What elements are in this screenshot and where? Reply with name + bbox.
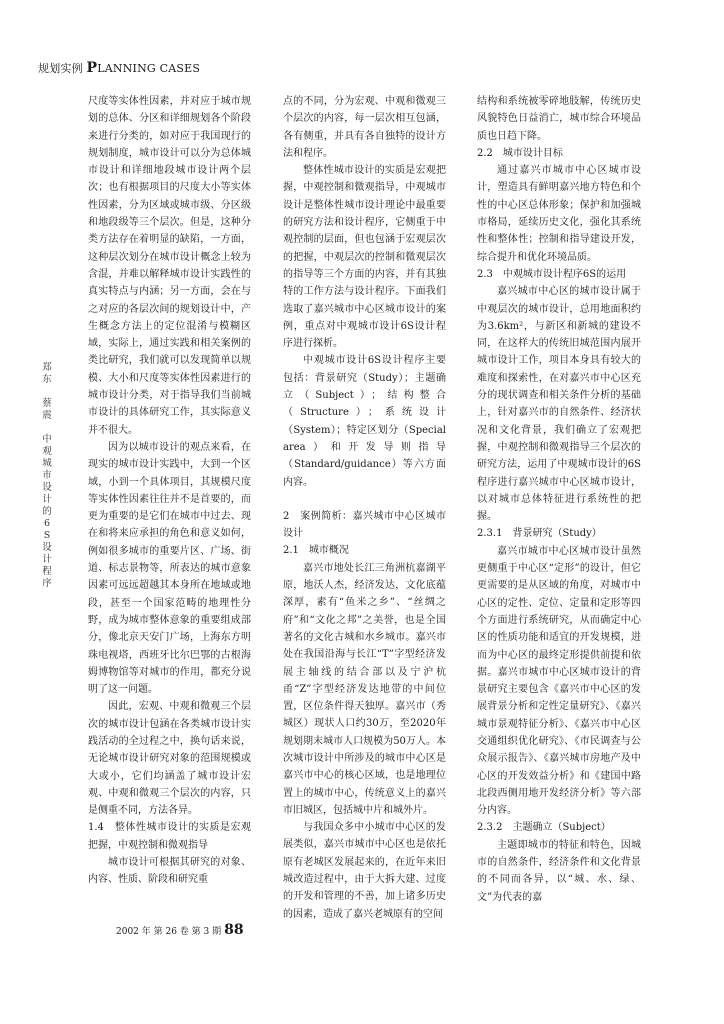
side-title-char: 计 xyxy=(42,494,52,505)
header-prefix: 规划实例 xyxy=(38,62,87,75)
side-title xyxy=(40,362,54,590)
paragraph: 嘉兴市地处长江三角洲杭嘉湖平原，地沃人杰，经济发达，文化底蕴深厚，素有“鱼米之乡”、“丝绸之府”和“文化之邦”之美誉，也是全国著名的文化古城和水乡城市。嘉兴市处在我国沿海与长江“T”字型经济发展主轴线的结合部以及宁沪杭甬“Z”字型经济发达地带的中间位置，区位条件得天独厚。嘉兴市（秀城区）现状人口约30万，至2020年规划期末城市人口规模为50万人。本次城市设计中所涉及的城市中心区是嘉兴市中心的核心区域，也是地理位置上的城市中心，传统意义上的嘉兴市旧城区，包括城中片和城外片。 xyxy=(283,562,446,816)
paragraph: 结构和系统被零碎地肢解，传统历史风貌特色日益消亡，城市综合环境品质也日趋下降。 xyxy=(477,96,641,142)
side-title-char: 东 xyxy=(42,374,52,385)
page-footer xyxy=(116,922,244,938)
text-column-1 xyxy=(88,93,251,889)
text-column-2 xyxy=(283,93,446,923)
side-title-char xyxy=(40,422,54,434)
section-heading: 1.4 整体性城市设计的实质是宏观把握，中观控制和微观指导 xyxy=(88,822,251,851)
header-initial: P xyxy=(86,60,98,76)
side-title-char: 程 xyxy=(42,566,52,577)
section-heading: 2.2 城市设计目标 xyxy=(477,147,563,159)
text-column-3 xyxy=(477,93,641,906)
side-title-char: 设 xyxy=(42,542,52,553)
paragraph: 通过嘉兴市城市中心区城市设计，塑造具有鲜明嘉兴地方特色和个性的中心区总体形象；保护和加强城市格局，延续历史文化，强化其系统性和整体性；控制和指导建设开发，综合提升和优化环境品质。 xyxy=(477,165,641,263)
paragraph: 中观城市设计6S设计程序主要包括：背景研究（Study）；主题确立（Subject）；结构整合（Structure）；系统设计（System）；特定区划分（Special area）和开发导则指导（Standard/guidance）等六方面内容。 xyxy=(283,355,446,488)
paragraph: 点的不同，分为宏观、中观和微观三个层次的内容，每一层次相互包涵，各有侧重，并具有各自独特的设计方法和程序。 xyxy=(283,96,446,159)
paragraph: 与我国众多中小城市中心区的发展类似，嘉兴市城市中心区也是依托原有老城区发展起来的，在近年来旧城改造过程中，由于大拆大建、过度的开发和管理的不善，加上诸多历史的因素，造成了嘉兴老城原有的空间 xyxy=(283,822,446,920)
paragraph: 嘉兴城市中心区的城市设计属于中观层次的城市设计，总用地面积约为3.6km²，与新区和新城的建设不同，在这样大的传统旧城范围内展开城市设计工作，项目本身具有较大的难度和探索性，在对嘉兴市中心区充分的现状调查和相关条件分析的基础上，针对嘉兴市的自然条件、经济状况和文化背景，我们确立了宏观把握，中观控制和微观指导三个层次的研究方法，运用了中观城市设计的6S程序进行嘉兴城市中心区城市设计，以对城市总体特征进行系统性的把握。 xyxy=(477,286,641,523)
paragraph: 因为以城市设计的观点来看，在现实的城市设计实践中，大到一个区域，小到一个具体项目，其规模尺度等实体性因素往往并不是首要的，而更为重要的是它们在城市中过去、现在和将来应承担的角色和意义如何，例如很多城市的重要片区、广场、街道、标志景物等，所表达的城市意象因素可远远超越其本身所在地域或地段，甚至一个国家范畴的地理性分野，成为城市整体意象的重要组成部分，像北京天安门广场，上海东方明珠电视塔，西班牙比尔巴鄂的古根海姆博物馆等对城市的作用，都充分说明了这一问题。 xyxy=(88,441,251,696)
side-title-char: 震 xyxy=(42,410,52,421)
paragraph: 因此，宏观、中观和微观三个层次的城市设计包涵在各类城市设计实践活动的全过程之中，换句话来说，无论城市设计研究对象的范围规模或大或小，它们均涵盖了城市设计宏观、中观和微观三个层次的内容，只是侧重不同，方法各异。 xyxy=(88,701,251,817)
side-title-char: 序 xyxy=(42,578,52,589)
section-heading: 2.3.1 背景研究（Study） xyxy=(477,528,602,540)
paragraph: 主题即城市的特征和特色，因城市的自然条件，经济条件和文化背景的不同而各异，以“城、水、绿、文”为代表的嘉 xyxy=(477,839,641,903)
side-title-char: 的 xyxy=(42,506,52,517)
side-title-char xyxy=(40,386,54,398)
section-heading: 2.3 中观城市设计程序6S的运用 xyxy=(477,268,627,280)
side-title-char: 6 xyxy=(43,518,51,529)
paragraph: 嘉兴市城市中心区城市设计虽然更侧重于中心区“定形”的设计，但它更需要的是从区域的角度，对城市中心区的定性、定位、定量和定形等四个方面进行系统研究，从而确定中心区的性质功能和适宜的开发规模，进而为中心区的最终定形提供前提和依据。嘉兴市城市中心区城市设计的背景研究主要包含《嘉兴市中心区的发展背景分析和定性定量研究》、《嘉兴城市景观特征分析》、《嘉兴市中心区交通组织优化研究》、《市民调查与公众展示报告》、《嘉兴城市房地产及中心区的开发效益分析》和《建国中路北段西侧用地开发经济分析》等六部分内容。 xyxy=(477,545,641,817)
section-heading: 2.3.2 主题确立（Subject） xyxy=(477,822,611,834)
header-rest: LANNING CASES xyxy=(97,62,201,75)
running-header xyxy=(38,60,200,76)
side-title-char: S xyxy=(43,530,51,541)
side-title-char: 设 xyxy=(42,482,52,493)
section-heading: 2 案例简析：嘉兴城市中心区城市设计 xyxy=(283,510,446,540)
section-heading: 2.1 城市概况 xyxy=(283,545,349,557)
side-title-char: 观 xyxy=(42,446,52,457)
page-number: 88 xyxy=(224,922,244,938)
paragraph: 城市设计可根据其研究的对象、内容、性质、阶段和研究重 xyxy=(88,857,251,886)
side-title-char: 计 xyxy=(42,554,52,565)
paragraph: 尺度等实体性因素，并对应于城市规划的总体、分区和详细规划各个阶段来进行分类的，如对应于我国现行的规划制度，城市设计可以分为总体城市设计和详细地段城市设计两个层次；也有根据项目的尺度大小等实体性因素，分为区域或城市级、分区级和地段级等三个层次。但是，这种分类方法存在着明显的缺陷，一方面，这种层次划分在城市设计概念上较为含混，并难以解释城市设计实践性的真实特点与内涵；另一方面，会在与之对应的各层次间的规划设计中，产生概念方法上的定位混淆与模糊区域，实际上，通过实践和相关案例的类比研究，我们就可以发现简单以规模、大小和尺度等实体性因素进行的城市设计分类，对于指导我们当前城市设计的具体研究工作，其实际意义并不很大。 xyxy=(88,96,251,436)
side-title-char: 蔡 xyxy=(42,398,52,409)
side-title-char: 郑 xyxy=(42,362,52,373)
side-title-char: 市 xyxy=(42,470,52,481)
paragraph: 整体性城市设计的实质是宏观把握，中观控制和微观指导，中观城市设计是整体性城市设计理论中最重要的研究方法和设计程序，它侧重于中观控制的层面，但也包涵于宏观层次的把握，中观层次的控制和微观层次的指导等三个方面的内容，并有其独特的工作方法与设计程序。下面我们选取了嘉兴城市中心区城市设计的案例，重点对中观城市设计6S设计程序进行探析。 xyxy=(283,165,446,350)
side-title-char: 中 xyxy=(42,434,52,445)
issue-info: 2002 年 第 26 卷 第 3 期 xyxy=(116,927,222,937)
side-title-char: 城 xyxy=(42,458,52,469)
